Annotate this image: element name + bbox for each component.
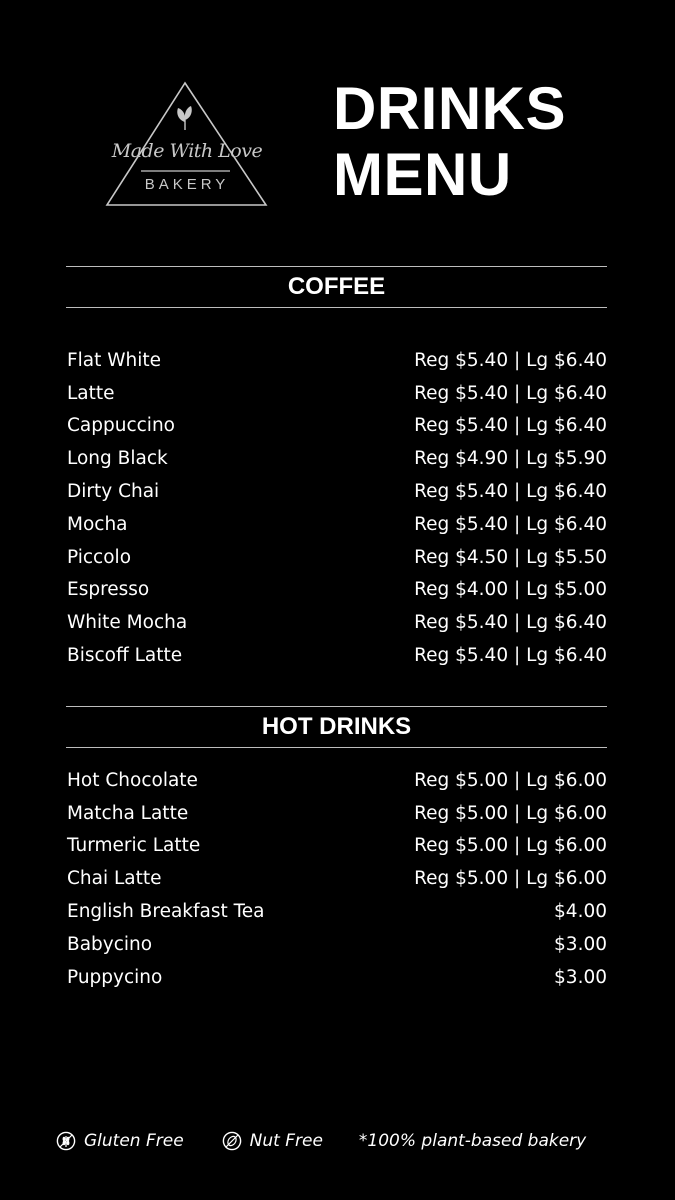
- item-price: $3.00: [554, 933, 607, 955]
- bakery-logo: [104, 80, 270, 210]
- item-name: Cappuccino: [67, 415, 175, 437]
- menu-item: [66, 928, 607, 961]
- leaf-icon: [177, 106, 191, 130]
- plant-based-label: *100% plant-based bakery: [358, 1131, 587, 1151]
- item-price: Reg $4.50 | Lg $5.50: [414, 546, 607, 568]
- item-price: Reg $5.00 | Lg $6.00: [414, 802, 607, 824]
- item-price: Reg $4.90 | Lg $5.90: [414, 448, 607, 470]
- item-price: Reg $5.40 | Lg $6.40: [414, 612, 607, 634]
- gluten-free-label: Gluten Free: [84, 1131, 184, 1151]
- menu-item: [66, 574, 607, 607]
- section-title-hot-drinks: HOT DRINKS: [261, 713, 412, 740]
- item-name: Long Black: [67, 448, 168, 470]
- item-name: Babycino: [67, 933, 153, 955]
- item-name: Latte: [67, 382, 115, 404]
- title-line-1: DRINKS: [333, 75, 567, 142]
- menu-item: [66, 475, 607, 508]
- item-price: Reg $5.40 | Lg $6.40: [414, 415, 607, 437]
- item-price: $4.00: [554, 901, 607, 923]
- hot-drinks-list: [66, 764, 607, 994]
- item-name: Piccolo: [67, 546, 132, 568]
- item-name: White Mocha: [67, 612, 188, 634]
- gluten-free-legend: [56, 1131, 184, 1151]
- menu-item: [66, 508, 607, 541]
- menu-item: [66, 961, 607, 994]
- item-name: Dirty Chai: [67, 481, 160, 503]
- item-price: Reg $5.00 | Lg $6.00: [414, 769, 607, 791]
- logo-script-text: Made With Love: [111, 140, 263, 162]
- item-name: Biscoff Latte: [67, 645, 183, 667]
- hot-drinks-top-rule: [66, 706, 607, 707]
- item-name: Turmeric Latte: [67, 835, 201, 857]
- title-line-2: MENU: [333, 141, 512, 208]
- menu-item: [66, 639, 607, 672]
- item-name: Mocha: [67, 513, 128, 535]
- menu-item: [66, 830, 607, 863]
- logo-bakery-text: BAKERY: [144, 176, 230, 193]
- nut-free-label: Nut Free: [249, 1131, 323, 1151]
- item-price: $3.00: [554, 966, 607, 988]
- nut-free-legend: [222, 1131, 323, 1151]
- menu-item: [66, 410, 607, 443]
- item-name: Espresso: [67, 579, 150, 601]
- page-title: [333, 76, 566, 208]
- menu-item: [66, 606, 607, 639]
- menu-item: [66, 541, 607, 574]
- gluten-free-icon: [56, 1131, 76, 1151]
- menu-item: [66, 764, 607, 797]
- nut-free-icon: [222, 1131, 242, 1151]
- section-title-coffee: COFFEE: [287, 273, 386, 300]
- plant-based-note: [359, 1131, 586, 1151]
- item-name: Matcha Latte: [67, 802, 189, 824]
- item-name: Chai Latte: [67, 868, 162, 890]
- item-name: Puppycino: [67, 966, 163, 988]
- item-name: Flat White: [67, 349, 162, 371]
- menu-item: [66, 895, 607, 928]
- item-price: Reg $5.40 | Lg $6.40: [414, 349, 607, 371]
- item-name: English Breakfast Tea: [67, 901, 265, 923]
- menu-item: [66, 797, 607, 830]
- coffee-top-rule: [66, 266, 607, 267]
- item-price: Reg $4.00 | Lg $5.00: [414, 579, 607, 601]
- item-price: Reg $5.40 | Lg $6.40: [414, 645, 607, 667]
- menu-item: [66, 377, 607, 410]
- coffee-bottom-rule: [66, 307, 607, 308]
- item-price: Reg $5.40 | Lg $6.40: [414, 481, 607, 503]
- item-price: Reg $5.00 | Lg $6.00: [414, 835, 607, 857]
- hot-drinks-bottom-rule: [66, 747, 607, 748]
- menu-item: [66, 344, 607, 377]
- menu-item: [66, 862, 607, 895]
- item-price: Reg $5.00 | Lg $6.00: [414, 868, 607, 890]
- menu-item: [66, 442, 607, 475]
- coffee-list: [66, 344, 607, 672]
- dietary-legend: [56, 1128, 586, 1154]
- item-price: Reg $5.40 | Lg $6.40: [414, 382, 607, 404]
- item-name: Hot Chocolate: [67, 769, 198, 791]
- item-price: Reg $5.40 | Lg $6.40: [414, 513, 607, 535]
